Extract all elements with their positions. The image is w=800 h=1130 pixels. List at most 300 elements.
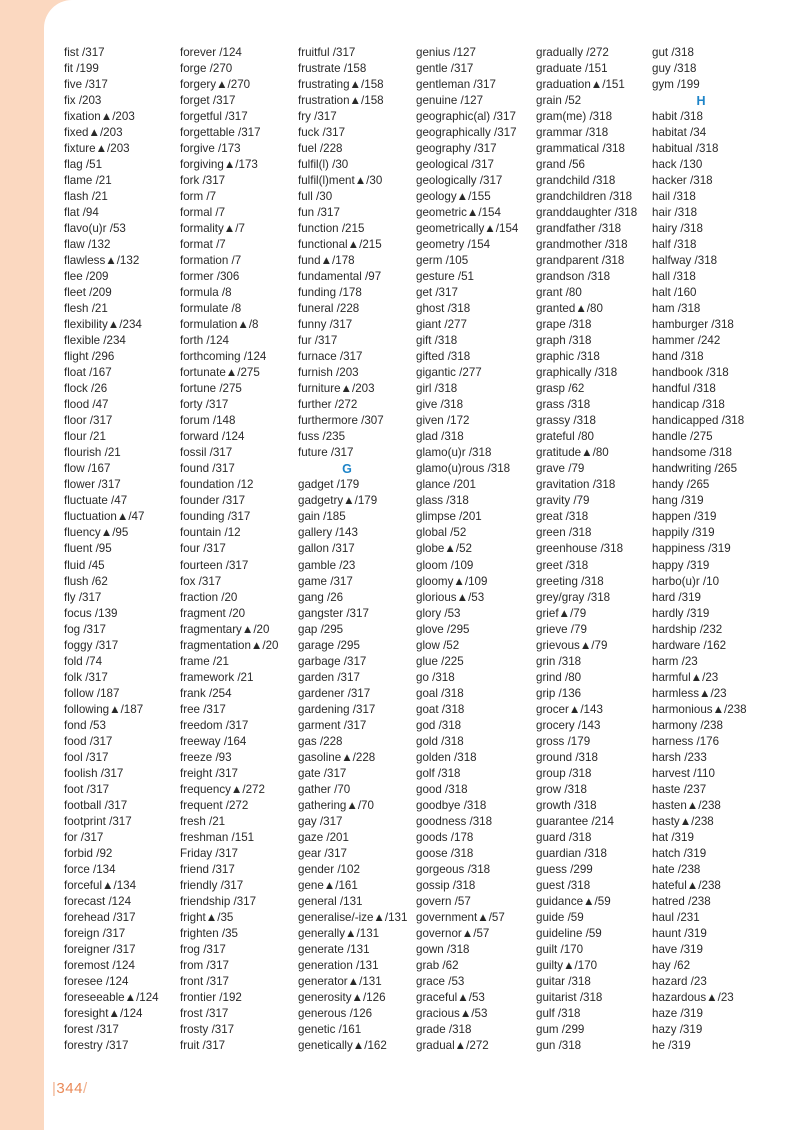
index-entry: fragmentary▲/20 (180, 622, 270, 636)
index-entry: goodness /318 (416, 814, 493, 828)
index-entry: habitual /318 (652, 142, 719, 156)
index-entry: happily /319 (652, 526, 715, 540)
index-entry: frosty /317 (180, 1022, 235, 1036)
index-entry: fortune /275 (180, 382, 242, 396)
index-entry: green /318 (536, 526, 592, 540)
index-entry: habitat /34 (652, 126, 707, 140)
index-entry: flexible /234 (64, 334, 126, 348)
index-entry: glove /295 (416, 622, 470, 636)
index-entry: foolish /317 (64, 766, 124, 780)
index-entry: grace /53 (416, 974, 465, 988)
index-entry: greenhouse /318 (536, 542, 624, 556)
index-entry: grandchild /318 (536, 174, 616, 188)
page-number-bar-icon: | (52, 1080, 57, 1097)
index-entry: hat /319 (652, 830, 694, 844)
index-entry: fog /317 (64, 622, 106, 636)
index-entry: good /318 (416, 782, 468, 796)
index-entry: happiness /319 (652, 542, 731, 556)
index-entry: fixture▲/203 (64, 142, 130, 156)
index-entry: grin /318 (536, 654, 582, 668)
index-entry: hail /318 (652, 190, 696, 204)
index-entry: graphically /318 (536, 366, 618, 380)
index-entry: fuss /235 (298, 430, 346, 444)
index-entry: foreign /317 (64, 926, 126, 940)
index-entry: grip /136 (536, 686, 582, 700)
index-entry: grocery /143 (536, 718, 601, 732)
index-entry: grass /318 (536, 398, 591, 412)
index-entry: frank /254 (180, 686, 232, 700)
index-entry: guilt /170 (536, 942, 584, 956)
index-entry: fleet /209 (64, 286, 112, 300)
index-entry: grey/gray /318 (536, 590, 611, 604)
index-entry: guitarist /318 (536, 990, 603, 1004)
index-entry: growth /318 (536, 798, 597, 812)
index-entry: forty /317 (180, 398, 229, 412)
index-entry: gangster /317 (298, 606, 369, 620)
index-entry: fresh /21 (180, 814, 226, 828)
index-entry: funeral /228 (298, 302, 360, 316)
index-entry: govern /57 (416, 894, 471, 908)
index-entry: gram(me) /318 (536, 110, 613, 124)
index-entry: fond /53 (64, 718, 106, 732)
index-entry: fixation▲/203 (64, 110, 135, 124)
index-entry: flesh /21 (64, 302, 108, 316)
index-entry: fossil /317 (180, 446, 233, 460)
index-entry: geology▲/155 (416, 190, 491, 204)
index-entry: gear /317 (298, 846, 347, 860)
index-entry: fulfil(l) /30 (298, 158, 349, 172)
index-entry: fixed▲/203 (64, 126, 123, 140)
index-entry: fist /317 (64, 46, 105, 59)
index-entry: happen /319 (652, 510, 717, 524)
index-entry: grieve /79 (536, 622, 587, 636)
index-entry: forge /270 (180, 62, 233, 76)
index-entry: guardian /318 (536, 846, 607, 860)
index-entry: furnish /203 (298, 366, 359, 380)
index-entry: ground /318 (536, 750, 598, 764)
index-entry: hand /318 (652, 350, 704, 364)
index-entry: foot /317 (64, 782, 110, 796)
index-entry: hatch /319 (652, 846, 707, 860)
index-entry: gorgeous /318 (416, 862, 491, 876)
index-entry: fold /74 (64, 654, 103, 668)
index-entry: flawless▲/132 (64, 254, 140, 268)
index-entry: hang /319 (652, 494, 704, 508)
index-entry: furniture▲/203 (298, 382, 375, 396)
index-entry: gloomy▲/109 (416, 574, 488, 588)
index-entry: forest /317 (64, 1022, 119, 1036)
index-entry: forbid /92 (64, 846, 113, 860)
index-entry: government▲/57 (416, 910, 505, 924)
index-entry: gift /318 (416, 334, 458, 348)
index-entry: frighten /35 (180, 926, 239, 940)
index-entry: give /318 (416, 398, 464, 412)
index-entry: gasoline▲/228 (298, 750, 376, 764)
index-entry: grievous▲/79 (536, 638, 608, 652)
index-entry: happy /319 (652, 558, 710, 572)
index-entry: freeway /164 (180, 734, 247, 748)
index-entry: flee /209 (64, 270, 109, 284)
index-entry: harm /23 (652, 654, 698, 668)
index-entry: gloom /109 (416, 558, 474, 572)
index-entry: forgiving▲/173 (180, 158, 258, 172)
index-entry: forgery▲/270 (180, 78, 251, 92)
index-column-2 (180, 45, 298, 1054)
index-entry: found /317 (180, 462, 235, 476)
index-entry: gaze /201 (298, 830, 349, 844)
index-entry: framework /21 (180, 670, 254, 684)
index-entry: genuine /127 (416, 94, 484, 108)
index-entry: goods /178 (416, 830, 474, 844)
index-entry: flash /21 (64, 190, 108, 204)
index-entry: foresee /124 (64, 974, 129, 988)
index-entry: grow /318 (536, 782, 587, 796)
index-entry: flexibility▲/234 (64, 318, 142, 332)
index-entry: gas /228 (298, 734, 343, 748)
index-entry: handicap /318 (652, 398, 725, 412)
index-entry: gifted /318 (416, 350, 471, 364)
index-entry: haul /231 (652, 910, 700, 924)
index-entry: haste /237 (652, 782, 707, 796)
index-entry: fourteen /317 (180, 558, 249, 572)
section-letter: G (342, 462, 352, 477)
index-entry: fry /317 (298, 110, 337, 124)
index-entry: form /7 (180, 190, 217, 204)
index-entry: fun /317 (298, 206, 340, 220)
index-entry: forthcoming /124 (180, 350, 267, 364)
index-entry: footprint /317 (64, 814, 132, 828)
index-entry: harmonious▲/238 (652, 702, 747, 716)
index-entry: haze /319 (652, 1006, 703, 1020)
index-entry: gate /317 (298, 766, 347, 780)
index-entry: hack /130 (652, 158, 703, 172)
index-entry: gardening /317 (298, 702, 376, 716)
index-entry: forever /124 (180, 46, 242, 59)
index-entry: glimpse /201 (416, 510, 482, 524)
index-entry: friendship /317 (180, 894, 257, 908)
index-entry: fulfil(l)ment▲/30 (298, 174, 383, 188)
index-entry: gender /102 (298, 862, 360, 876)
index-entry: gulf /318 (536, 1006, 581, 1020)
index-column-1 (64, 45, 182, 1054)
index-entry: glass /318 (416, 494, 469, 508)
index-column-6 (652, 45, 770, 1054)
index-entry: fork /317 (180, 174, 226, 188)
index-entry: geographically /317 (416, 126, 517, 140)
index-entry: hair /318 (652, 206, 698, 220)
index-entry: goal /318 (416, 686, 464, 700)
index-entry: girl /318 (416, 382, 458, 396)
index-entry: gather /70 (298, 782, 351, 796)
index-entry: globe▲/52 (416, 542, 472, 556)
index-entry: hasten▲/238 (652, 798, 721, 812)
index-entry: function /215 (298, 222, 365, 236)
index-entry: geometrically▲/154 (416, 222, 519, 236)
index-entry: foreseeable▲/124 (64, 990, 159, 1004)
index-entry: grave /79 (536, 462, 585, 476)
index-entry: forward /124 (180, 430, 245, 444)
page-number-value: 344 (56, 1080, 83, 1097)
index-entry: flourish /21 (64, 446, 121, 460)
index-entry: foggy /317 (64, 638, 119, 652)
index-entry: fool /317 (64, 750, 109, 764)
index-entry: fix /203 (64, 94, 102, 108)
index-entry: giant /277 (416, 318, 467, 332)
index-entry: geologically /317 (416, 174, 503, 188)
index-column-5 (536, 45, 654, 1054)
index-entry: general /131 (298, 894, 363, 908)
index-entry: frontier /192 (180, 990, 242, 1004)
index-entry: folk /317 (64, 670, 108, 684)
index-entry: frog /317 (180, 942, 226, 956)
index-entry: hateful▲/238 (652, 878, 721, 892)
index-entry: geometric▲/154 (416, 206, 501, 220)
index-entry: forecast /124 (64, 894, 132, 908)
index-entry: gravity /79 (536, 494, 590, 508)
index-entry: have /319 (652, 942, 703, 956)
index-entry: fox /317 (180, 574, 222, 588)
index-entry: handle /275 (652, 430, 713, 444)
index-entry: greeting /318 (536, 574, 604, 588)
index-entry: get /317 (416, 286, 458, 300)
index-entry: fright▲/35 (180, 910, 234, 924)
index-entry: hacker /318 (652, 174, 713, 188)
index-entry: glorious▲/53 (416, 590, 485, 604)
index-entry: generation /131 (298, 958, 379, 972)
index-entry: hatred /238 (652, 894, 711, 908)
index-entry: foundation /12 (180, 478, 254, 492)
index-entry: guitar /318 (536, 974, 591, 988)
index-entry: functional▲/215 (298, 238, 382, 252)
index-entry: front /317 (180, 974, 229, 988)
index-entry: handwriting /265 (652, 462, 738, 476)
index-entry: frame /21 (180, 654, 229, 668)
index-entry: gain /185 (298, 510, 346, 524)
index-entry: focus /139 (64, 606, 118, 620)
index-entry: grandchildren /318 (536, 190, 633, 204)
index-entry: gathering▲/70 (298, 798, 374, 812)
index-entry: grade /318 (416, 1022, 472, 1036)
index-entry: half /318 (652, 238, 697, 252)
index-entry: fur /317 (298, 334, 338, 348)
index-entry: grassy /318 (536, 414, 596, 428)
index-entry: glamo(u)r /318 (416, 446, 492, 460)
index-entry: hazy /319 (652, 1022, 703, 1036)
index-entry: granted▲/80 (536, 302, 603, 316)
index-entry: forget /317 (180, 94, 236, 108)
index-entry: he /319 (652, 1038, 691, 1052)
index-entry: generate /131 (298, 942, 370, 956)
index-entry: graduation▲/151 (536, 78, 625, 92)
index-entry: freight /317 (180, 766, 239, 780)
index-entry: flavo(u)r /53 (64, 222, 126, 236)
index-entry: generosity▲/126 (298, 990, 386, 1004)
index-entry: hate /238 (652, 862, 701, 876)
index-entry: gene▲/161 (298, 878, 358, 892)
index-entry: forgetful /317 (180, 110, 248, 124)
index-entry: garage /295 (298, 638, 360, 652)
index-entry: format /7 (180, 238, 226, 252)
index-entry: guest /318 (536, 878, 591, 892)
index-entry: freshman /151 (180, 830, 255, 844)
index-entry: generalise/-ize▲/131 (298, 910, 408, 924)
index-entry: grandson /318 (536, 270, 611, 284)
index-entry: following▲/187 (64, 702, 144, 716)
index-entry: grandmother /318 (536, 238, 628, 252)
index-entry: harvest /110 (652, 766, 715, 780)
index-entry: ham /318 (652, 302, 701, 316)
index-entry: gracious▲/53 (416, 1006, 488, 1020)
index-entry: generally▲/131 (298, 926, 380, 940)
index-entry: geography /317 (416, 142, 497, 156)
index-entry: gut /318 (652, 46, 694, 59)
index-entry: gossip /318 (416, 878, 476, 892)
index-entry: handsome /318 (652, 446, 732, 460)
index-entry: gradually /272 (536, 46, 609, 59)
index-entry: graduate /151 (536, 62, 608, 76)
word-index-columns (56, 45, 800, 1075)
index-entry: grape /318 (536, 318, 592, 332)
index-entry: forehead /317 (64, 910, 136, 924)
index-entry: grandparent /318 (536, 254, 625, 268)
index-entry: hammer /242 (652, 334, 721, 348)
index-entry: frustrating▲/158 (298, 78, 384, 92)
index-entry: five /317 (64, 78, 108, 92)
index-entry: fluid /45 (64, 558, 105, 572)
index-entry: fit /199 (64, 62, 99, 76)
index-entry: germ /105 (416, 254, 469, 268)
index-entry: fuel /228 (298, 142, 343, 156)
index-entry: halt /160 (652, 286, 697, 300)
index-entry: gigantic /277 (416, 366, 482, 380)
index-entry: gesture /51 (416, 270, 475, 284)
index-entry: glow /52 (416, 638, 460, 652)
index-entry: group /318 (536, 766, 592, 780)
index-entry: genetically▲/162 (298, 1038, 387, 1052)
index-entry: fluent /95 (64, 542, 112, 556)
index-entry: harmless▲/23 (652, 686, 727, 700)
index-entry: harness /176 (652, 734, 720, 748)
index-entry: grind /80 (536, 670, 582, 684)
index-entry: funding /178 (298, 286, 362, 300)
index-entry: grocer▲/143 (536, 702, 603, 716)
index-entry: gentle /317 (416, 62, 474, 76)
index-entry: former /306 (180, 270, 240, 284)
index-entry: garment /317 (298, 718, 367, 732)
index-entry: harmony /238 (652, 718, 723, 732)
index-entry: fountain /12 (180, 526, 241, 540)
index-entry: grief▲/79 (536, 606, 587, 620)
index-entry: formula /8 (180, 286, 232, 300)
index-entry: football /317 (64, 798, 128, 812)
index-entry: floor /317 (64, 414, 113, 428)
index-entry: gum /299 (536, 1022, 585, 1036)
index-entry: formal /7 (180, 206, 226, 220)
index-entry: hamburger /318 (652, 318, 734, 332)
index-entry: grasp /62 (536, 382, 585, 396)
index-entry: fragment /20 (180, 606, 246, 620)
index-entry: flow /167 (64, 462, 111, 476)
index-entry: handicapped /318 (652, 414, 745, 428)
index-entry: furthermore /307 (298, 414, 384, 428)
index-entry: gap /295 (298, 622, 344, 636)
index-entry: grandfather /318 (536, 222, 622, 236)
index-entry: golden /318 (416, 750, 477, 764)
index-entry: hall /318 (652, 270, 696, 284)
index-entry: great /318 (536, 510, 589, 524)
index-entry: glance /201 (416, 478, 476, 492)
index-entry: handful /318 (652, 382, 716, 396)
index-entry: gentleman /317 (416, 78, 496, 92)
index-entry: gradual▲/272 (416, 1038, 489, 1052)
page-number (52, 1080, 88, 1097)
index-entry: flower /317 (64, 478, 121, 492)
index-entry: guidance▲/59 (536, 894, 611, 908)
index-entry: generator▲/131 (298, 974, 382, 988)
index-entry: game /317 (298, 574, 353, 588)
index-entry: handbook /318 (652, 366, 729, 380)
index-entry: graph /318 (536, 334, 592, 348)
index-entry: harbo(u)r /10 (652, 574, 720, 588)
index-entry: hard /319 (652, 590, 701, 604)
index-entry: flight /296 (64, 350, 115, 364)
index-entry: guilty▲/170 (536, 958, 598, 972)
index-entry: free /317 (180, 702, 226, 716)
dictionary-index-page (44, 0, 800, 1130)
index-entry: gun /318 (536, 1038, 582, 1052)
index-entry: fluctuation▲/47 (64, 510, 145, 524)
index-entry: guess /299 (536, 862, 593, 876)
index-entry: frequency▲/272 (180, 782, 265, 796)
index-entry: forestry /317 (64, 1038, 129, 1052)
index-entry: gross /179 (536, 734, 591, 748)
index-entry: halfway /318 (652, 254, 718, 268)
index-entry: grammatical /318 (536, 142, 625, 156)
index-entry: glue /225 (416, 654, 464, 668)
index-entry: fluctuate /47 (64, 494, 128, 508)
index-entry: hardware /162 (652, 638, 727, 652)
index-entry: haunt /319 (652, 926, 707, 940)
index-entry: fundamental /97 (298, 270, 382, 284)
index-entry: fluency▲/95 (64, 526, 129, 540)
index-entry: hardship /232 (652, 622, 723, 636)
index-entry: governor▲/57 (416, 926, 490, 940)
index-entry: flame /21 (64, 174, 112, 188)
index-entry: hazard /23 (652, 974, 707, 988)
index-entry: graphic /318 (536, 350, 600, 364)
index-entry: grateful /80 (536, 430, 595, 444)
index-entry: garbage /317 (298, 654, 367, 668)
index-entry: gallon /317 (298, 542, 355, 556)
index-entry: genetic /161 (298, 1022, 362, 1036)
index-entry: forum /148 (180, 414, 236, 428)
index-entry: flag /51 (64, 158, 103, 172)
index-entry: gadgetry▲/179 (298, 494, 378, 508)
index-entry: follow /187 (64, 686, 120, 700)
index-entry: gang /26 (298, 590, 344, 604)
index-entry: forgive /173 (180, 142, 241, 156)
index-entry: formulate /8 (180, 302, 242, 316)
index-entry: gardener /317 (298, 686, 371, 700)
index-entry: furnace /317 (298, 350, 363, 364)
index-entry: glamo(u)rous /318 (416, 462, 511, 476)
index-entry: Friday /317 (180, 846, 238, 860)
index-entry: habit /318 (652, 110, 703, 124)
index-column-4 (416, 45, 534, 1054)
index-entry: gym /199 (652, 78, 700, 92)
index-entry: harsh /233 (652, 750, 707, 764)
index-entry: garden /317 (298, 670, 360, 684)
